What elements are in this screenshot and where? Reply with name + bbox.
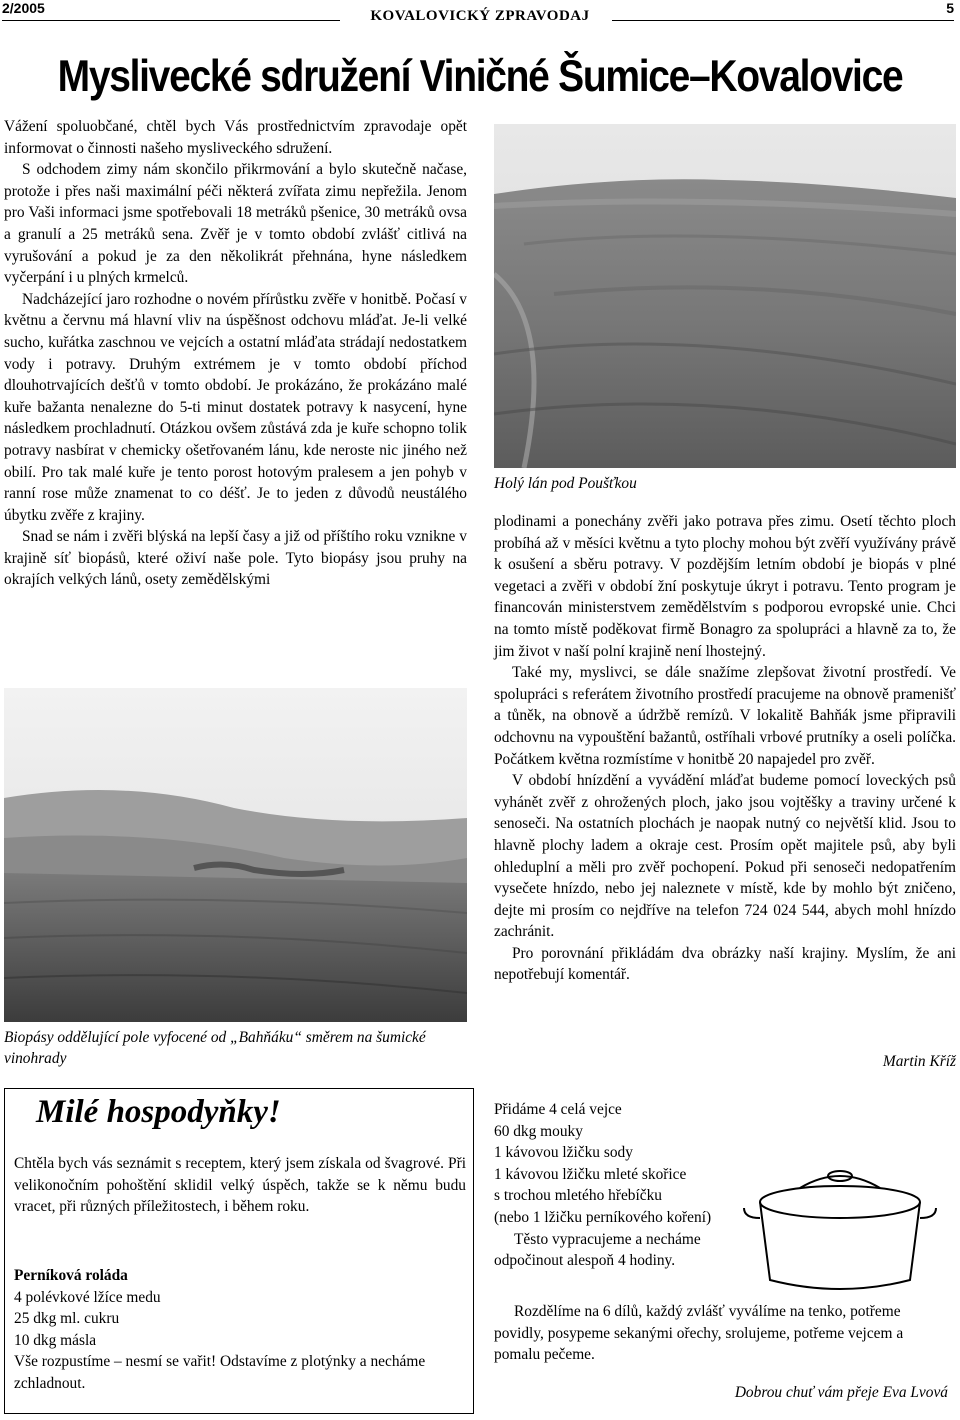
paragraph: V období hnízdění a vyvádění mláďat budeme pomocí loveckých psů vyhánět zvěř z ohrožených ploch, jako jsou vojtěšky a traviny určené k senoseči. Na ostatních plochách je naopak nutný co největší klid. Jsou to hlavně plochy ladem a okraje cest. Prosím opět majitele psů, aby byli ohleduplní a měli pro zvěř pochopení. Pokud při senoseči nedopatřením vysečete hnízdo, nebo jej naleznete v místě, kde by mohlo být zničeno, dejte mi prosím co nejdříve na telefon 724 024 544, abych mohl hnízdo zachránit. xyxy=(494,772,956,941)
recipe-line: (nebo 1 lžičku perníkového koření) xyxy=(494,1208,712,1226)
photo-caption-bare-field: Holý lán pod Poušťkou xyxy=(494,475,637,492)
recipe-line: 4 polévkové lžíce medu xyxy=(14,1288,161,1306)
recipe-line: s trochou mletého hřebíčku xyxy=(494,1187,662,1205)
recipe-line: 10 dkg másla xyxy=(14,1331,97,1349)
article-title: Myslivecké sdružení Viničné Šumice–Kovalovice xyxy=(57,52,903,102)
paragraph: Vážení spoluobčané, chtěl bych Vás prostřednictvím zpravodaje opět informovat o činnosti našeho mysliveckého sdružení. xyxy=(4,118,467,157)
recipe-line: 1 kávovou lžičku sody xyxy=(494,1144,633,1162)
recipe-ingredients-right xyxy=(494,1099,734,1272)
recipe-signature: Dobrou chuť vám přeje Eva Lvová xyxy=(734,1384,948,1401)
page-number: 5 xyxy=(946,0,954,16)
recipe-heading: Milé hospodyňky! xyxy=(36,1094,281,1130)
header-rule-right xyxy=(612,20,954,21)
paragraph: S odchodem zimy nám skončilo přikrmování a bylo skutečně načase, protože i přes naši maximální péči některá zvířata zimu nepřežila. Jenom pro Vaši informaci jsme spotřebovali 18 metráků pšenice, 30 metráků ovsa a granulí a 25 metráků sena. Zvěř je v tomto období zvlášť citlivá na vyrušování a pokud je za den několikrát přehnána, hyne následkem vyčerpání i u plných krmelců. xyxy=(4,161,467,287)
article-column-left xyxy=(4,116,467,591)
photo-bare-field xyxy=(494,124,956,468)
paragraph: Snad se nám i zvěři blýská na lepší časy a již od příštího roku vznikne v krajině síť biopásů, které oživí naše pole. Tyto biopásy jsou pruhy na okrajích velkých lánů, osety zemědělskými xyxy=(4,528,467,589)
recipe-name: Perníková roláda xyxy=(14,1267,128,1284)
paragraph: Nadcházející jaro rozhodne o novém přírůstku zvěře v honitbě. Počasí v květnu a červnu má hlavní vliv na úspěšnost odchovu mláďat. Je-li velké sucho, kuřátka zaschnou ve vejcích a ostatní mláďata strádají nedostatkem vody i potravy. Druhým extrémem je v tomto období příchod dlouhotrvajících dešťů v tomto období. Je prokázáno, že prokázáno malé kuře bažanta nenalezne do 5-ti minut dostatek potravy k nasycení, hyne následkem prochladnutí. Otázkou ovšem zůstává zda je kuře schopno tolik potravy nasbírat v chemicky ošetřovaném lánu, kde neroste nic jiného než obilí. Pro tak malé kuře je tento porost hotovým pralesem a jen pohyb v ranní rose může znamenat to co déšť. Je to jeden z důvodů neustálého úbytku zvěře z krajiny. xyxy=(4,290,467,524)
photo-bare-field-image xyxy=(494,124,956,468)
cooking-pot-illustration xyxy=(740,1160,940,1300)
photo-biostrips xyxy=(4,688,467,1022)
recipe-line: Přidáme 4 celá vejce xyxy=(494,1101,622,1118)
issue-number: 2/2005 xyxy=(2,0,45,16)
paragraph: Pro porovnání přikládám dva obrázky naší krajiny. Myslím, že ani nepotřebují komentář. xyxy=(494,944,956,984)
paragraph: plodinami a ponechány zvěři jako potrava přes zimu. Osetí těchto ploch probíhá až v měsíci květnu a tyto plochy mohou být zvěří využívány právě k osušení a sběru potravy. V pozdějším letním období je biopás v plné vegetaci a zvěři v období žní poskytuje úkryt i potravu. Tento program je financován ministerstvem zemědělstvím s podporou evropské unie. Chci na tomto místě poděkovat firmě Bonagro za spolupráci a hlavně za to, že jim život v naší polní krajině není lhostejný. xyxy=(494,513,956,660)
article-column-right xyxy=(494,511,956,986)
recipe-closing xyxy=(494,1301,934,1366)
recipe-line: 25 dkg ml. cukru xyxy=(14,1310,120,1328)
recipe-line: 1 kávovou lžičku mleté skořice xyxy=(494,1165,687,1183)
recipe-line: 60 dkg mouky xyxy=(494,1122,583,1140)
photo-caption-biostrips: Biopásy oddělující pole vyfocené od „Bahňáku“ směrem na šumické vinohrady xyxy=(4,1029,426,1067)
paragraph: Také my, myslivci, se dále snažíme zlepšovat životní prostředí. Ve spolupráci s referátem životního prostředí pracujeme na obnově pramenišť a tůněk, na obnově a údržbě remízů. V lokalitě Bahňák jsme připravili odchovnu na vypouštění bažantů, ostříhali vrbové prutníky a oseli políčka. Počátkem května rozmístíme v honitbě 20 napajedel pro zvěř. xyxy=(494,664,956,768)
article-author: Martin Kříž xyxy=(882,1053,956,1070)
recipe-closing-text: Rozdělíme na 6 dílů, každý zvlášť vyválíme na tenko, potřeme povidly, posypeme sekanými ořechy, srolujeme, potřeme vejcem a pomalu pečeme. xyxy=(494,1303,904,1364)
recipe-ingredients-left xyxy=(14,1265,466,1395)
recipe-intro: Chtěla bych vás seznámit s receptem, který jsem získala od švagrové. Při velikonočním pohoštění sklidil velký úspěch, takže se k němu budu vracet, při různých příležitostech, i během roku. xyxy=(14,1155,466,1216)
recipe-line: Těsto vypracujeme a necháme odpočinout alespoň 4 hodiny. xyxy=(494,1230,701,1270)
photo-biostrips-image xyxy=(4,688,467,1022)
newspaper-name: KOVALOVICKÝ ZPRAVODAJ xyxy=(370,8,590,24)
recipe-line: Vše rozpustíme – nesmí se vařit! Odstavíme z plotýnky a necháme zchladnout. xyxy=(14,1353,426,1392)
